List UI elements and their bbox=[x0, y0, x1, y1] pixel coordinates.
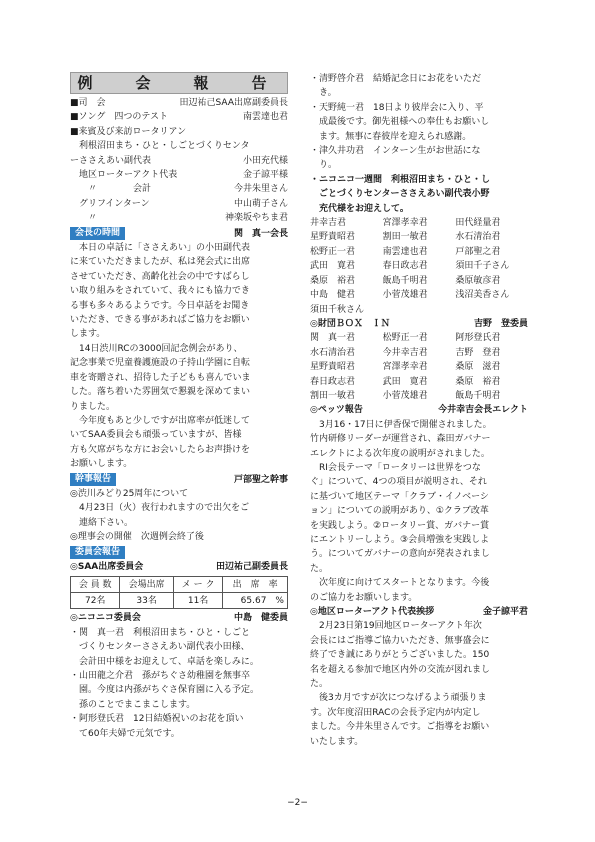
intro-row bbox=[70, 197, 288, 211]
rotaract-text-line: 会長にはご指導ご協力いただき、無事盛会に bbox=[310, 635, 490, 646]
pet-reporter: 今井幸吉会長エレクト bbox=[438, 405, 528, 416]
saa-subheader bbox=[70, 560, 288, 574]
president-text-line: 方も欠席がちな方にお会いしたらお声掛けを bbox=[70, 444, 251, 455]
niko-text-line: り。 bbox=[310, 160, 338, 171]
member-name: 中島 健君 bbox=[310, 290, 356, 301]
president-text-line: いてSAA委員会も頑張っていますが、皆様 bbox=[70, 430, 242, 441]
member-name: 吉野 登君 bbox=[455, 347, 501, 358]
pet-text-line: のご協力をお願いします。 bbox=[310, 592, 418, 603]
intro-row bbox=[70, 110, 288, 124]
president-text-line: 今年度もあと少しですが出席率が低迷して bbox=[70, 415, 251, 426]
secretary-text-line: ◎理事会の開催 次週例会終了後 bbox=[70, 532, 204, 543]
president-text-line: 記念事業で児童養護施設の子持山学園に自転 bbox=[70, 358, 251, 369]
rotaract-text-line: 終了でき誠にありがとうございました。150 bbox=[310, 650, 490, 661]
niko-week-line: ・ニコニコ一週間 利根沼田まち・ひと・し bbox=[310, 174, 491, 185]
intro-row bbox=[70, 154, 288, 168]
pet-text-line: う。についてガバナーの意向が発表されまし bbox=[310, 549, 490, 560]
pet-subheader bbox=[310, 403, 528, 417]
pet-text-line: ョン」についての説明があり、①クラブ改革 bbox=[310, 506, 489, 517]
intro-row bbox=[70, 211, 288, 225]
niko-text-line: き。 bbox=[310, 88, 337, 99]
member-name: 桑原敏彦君 bbox=[455, 275, 501, 286]
niko-text-line: 会計田中様をお迎えして、卓話を楽しみに。 bbox=[70, 656, 259, 667]
intro-value: 小田充代様 bbox=[242, 155, 288, 166]
pet-text-line: 竹内研修リーダーが運営され、森田ガバナー bbox=[310, 434, 491, 445]
value-cell: 72名 bbox=[71, 593, 120, 609]
president-text-line: りました。 bbox=[70, 401, 116, 412]
niko-text-line: ・天野純一君 18日より彼岸会に入り、平 bbox=[310, 102, 484, 113]
president-text-line: いただき、できる事があればご協力をお願い bbox=[70, 315, 250, 326]
attendance-header-row bbox=[71, 577, 288, 593]
niko-text-line: 孫のことでまこまこします。 bbox=[70, 699, 196, 710]
section-label: 幹事報告 bbox=[70, 473, 116, 486]
niko-text-line: 成最後です。御先祖様への奉仕もお願いし bbox=[310, 117, 490, 128]
value-cell: 11名 bbox=[173, 593, 222, 609]
niko-text-line: ・関 真一君 利根沼田まち・ひと・しごと bbox=[70, 627, 251, 638]
niko-subheader bbox=[70, 611, 288, 625]
member-name: 春日政志君 bbox=[382, 261, 428, 272]
pet-text-line: RI会長テーマ「ロータリーは世界をつな bbox=[310, 462, 481, 473]
box-subheader bbox=[310, 317, 528, 331]
member-name: 宮澤孝幸君 bbox=[382, 362, 428, 373]
niko-week-line: 充代様をお迎えして。 bbox=[310, 203, 409, 214]
niko-text-line: づくりセンターささえあい副代表小田様、 bbox=[70, 642, 250, 653]
member-name: 宮澤孝幸君 bbox=[382, 218, 428, 229]
intro-label: 利根沼田まち・ひと・しごとづくりセンタ bbox=[70, 141, 250, 152]
president-text-line: お願いします。 bbox=[70, 459, 133, 470]
value-cell: 33名 bbox=[120, 593, 173, 609]
member-name: 桑原 滋君 bbox=[455, 362, 501, 373]
member-name: 水石清治君 bbox=[455, 232, 501, 243]
rotaract-text-line: 2月23日第19回地区ローターアクト年次 bbox=[310, 621, 482, 632]
intro-block bbox=[70, 96, 288, 226]
member-name: 小菅茂雄君 bbox=[382, 390, 428, 401]
attendance-value-row bbox=[71, 593, 288, 609]
section-label: 委員会報告 bbox=[70, 546, 125, 559]
pet-text-line: ぐ」について、4つの項目が説明され、それ bbox=[310, 477, 487, 488]
president-text-line: る事も多々あるようです。今日卓話をお聞き bbox=[70, 300, 250, 311]
intro-row bbox=[70, 96, 288, 110]
member-name bbox=[455, 303, 528, 317]
niko-reporter: 中島 健委員 bbox=[233, 613, 288, 624]
intro-value: 南雲達也君 bbox=[242, 112, 288, 123]
rotaract-body bbox=[310, 619, 528, 749]
intro-value: 田辺祐己SAA出席副委員長 bbox=[179, 98, 288, 108]
member-name: 飯島千明君 bbox=[455, 390, 501, 401]
member-name: 関 真一君 bbox=[310, 333, 356, 344]
header-cell: 出 席 率 bbox=[223, 577, 288, 593]
value-cell: 65.67 % bbox=[223, 593, 288, 609]
president-text-line: した。落ち着いた雰囲気で懇親を深めてまい bbox=[70, 387, 251, 398]
secretary-text-line: 連絡下さい。 bbox=[70, 517, 134, 528]
intro-row bbox=[70, 168, 288, 182]
niko-week-names bbox=[310, 216, 528, 317]
pet-body bbox=[310, 418, 528, 605]
intro-value: 神楽坂やちま君 bbox=[224, 213, 288, 224]
member-name: 須田千秋さん bbox=[310, 304, 365, 315]
header-cell: 会場出席 bbox=[120, 577, 173, 593]
member-name: 松野正一君 bbox=[382, 333, 428, 344]
intro-value: 中山萌子さん bbox=[233, 198, 288, 209]
niko-text-line: ます。無事に春彼岸を迎えられ感謝。 bbox=[310, 131, 472, 142]
member-name: 武田 寛君 bbox=[310, 261, 356, 272]
intro-label: ■来賓及び来訪ロータリアン bbox=[70, 126, 187, 137]
pet-text-line: た。 bbox=[310, 563, 329, 574]
box-names bbox=[310, 331, 528, 403]
niko-title: ◎ニコニコ委員会 bbox=[70, 613, 141, 624]
member-name bbox=[383, 303, 456, 317]
secretary-text-line: 4月23日（火）夜行われますので出欠をご bbox=[70, 503, 250, 514]
rotaract-text-line: 名を超える参加で地区内外の交流が図れまし bbox=[310, 664, 491, 675]
box-reporter: 吉野 登委員 bbox=[473, 318, 528, 329]
member-name: 武田 寛君 bbox=[382, 376, 428, 387]
intro-label: ■ソング 四つのテスト bbox=[70, 112, 168, 123]
niko-text-line: 園。今度は内孫がちぐさ保育園に入る予定。 bbox=[70, 685, 260, 696]
member-name: 春日政志君 bbox=[310, 376, 356, 387]
intro-label: 〃 bbox=[70, 213, 98, 224]
secretary-text-line: ◎渋川みどり25周年について bbox=[70, 488, 189, 499]
left-column bbox=[70, 72, 288, 741]
member-name: 松野正一君 bbox=[310, 246, 356, 257]
member-name: 割田一敏君 bbox=[382, 232, 428, 243]
president-text-line: に来ていただきましたが、私は発会式に出席 bbox=[70, 257, 251, 268]
niko-continued bbox=[310, 72, 528, 173]
intro-row bbox=[70, 125, 288, 139]
member-name: 南雲達也君 bbox=[382, 246, 428, 257]
rotaract-title: ◎地区ローターアクト代表挨拶 bbox=[310, 607, 435, 618]
intro-value: 金子諒平様 bbox=[242, 170, 288, 181]
intro-value: 今井朱里さん bbox=[233, 184, 288, 195]
rotaract-text-line: た。 bbox=[310, 679, 329, 690]
rotaract-text-line: ました。今井朱里さんです。ご指導をお願い bbox=[310, 722, 490, 733]
pet-text-line: エレクトによる次年度の説明がされました。 bbox=[310, 448, 490, 459]
member-name: 阿形登氏君 bbox=[455, 333, 501, 344]
rotaract-text-line: す。次年度沼田RACの会長予定内が内定し bbox=[310, 707, 481, 718]
president-text-line: い取り組みをされていて、我々にも協力でき bbox=[70, 286, 250, 297]
pet-text-line: を実践しよう。②ロータリー賞、ガバナー賞 bbox=[310, 520, 490, 531]
member-name: 小菅茂雄君 bbox=[382, 290, 428, 301]
member-name: 星野貴昭君 bbox=[310, 232, 356, 243]
president-body bbox=[70, 241, 288, 472]
secretary-section-header bbox=[70, 473, 288, 487]
member-name: 桑原 裕君 bbox=[455, 376, 501, 387]
intro-row bbox=[70, 139, 288, 153]
box-title: ◎財団ＢＯＸ ＩＮ bbox=[310, 318, 390, 329]
niko-text-line: て60年夫婦で元気です。 bbox=[70, 728, 180, 739]
member-name: 浅沼美香さん bbox=[455, 290, 510, 301]
pet-text-line: 3月16・17日に伊香保で開催されました。 bbox=[310, 419, 492, 430]
right-column bbox=[310, 72, 528, 749]
niko-body bbox=[70, 626, 288, 741]
member-name: 水石清治君 bbox=[310, 347, 356, 358]
attendance-table bbox=[70, 576, 288, 609]
intro-label: グリフインターン bbox=[70, 198, 150, 209]
niko-text-line: ・山田龍之介君 孫がちぐさ幼稚園を無事卒 bbox=[70, 670, 251, 681]
niko-text-line: ・阿形登氏君 12日結婚祝いのお花を頂い bbox=[70, 714, 244, 725]
president-text-line: 車を寄贈され、招待した子どもも喜んでいま bbox=[70, 372, 251, 383]
niko-text-line: ・清野啓介君 結婚記念日にお花をいただ bbox=[310, 74, 482, 84]
president-section-header bbox=[70, 227, 288, 241]
member-name: 桑原 裕君 bbox=[310, 275, 356, 286]
header-cell: 会 員 数 bbox=[71, 577, 120, 593]
rotaract-subheader bbox=[310, 605, 528, 619]
saa-title: ◎SAA出席委員会 bbox=[70, 561, 144, 572]
member-name: 星野貴昭君 bbox=[310, 362, 356, 373]
member-name: 田代経量君 bbox=[455, 218, 501, 229]
president-text-line: 本日の卓話に「ささえあい」の小田副代表 bbox=[70, 243, 251, 254]
committee-section-header bbox=[70, 546, 288, 560]
pet-text-line: にエントリーしよう。③会員増強を実践しよ bbox=[310, 535, 490, 545]
intro-label: 地区ローターアクト代表 bbox=[70, 170, 178, 181]
niko-week-heading bbox=[310, 173, 528, 216]
section-reporter: 関 真一会長 bbox=[233, 228, 288, 239]
member-name: 須田千子さん bbox=[455, 261, 510, 272]
pet-text-line: 次年度に向けてスタートとなります。今後 bbox=[310, 578, 490, 589]
pet-text-line: に基づいて地区テーマ「クラブ・イノベーシ bbox=[310, 491, 489, 502]
rotaract-text-line: いたします。 bbox=[310, 736, 364, 747]
saa-reporter: 田辺祐己副委員長 bbox=[215, 561, 288, 572]
intro-label: ーささえあい副代表 bbox=[70, 155, 152, 166]
niko-text-line: ・津久井功君 インターン生がお世話にな bbox=[310, 146, 481, 157]
intro-label: 〃 会計 bbox=[70, 184, 152, 195]
member-name: 井幸吉君 bbox=[310, 218, 347, 229]
rotaract-text-line: 後3カ月ですが次につなげるよう頑張りま bbox=[310, 693, 487, 704]
president-text-line: します。 bbox=[70, 329, 106, 340]
rotaract-reporter: 金子諒平君 bbox=[482, 607, 528, 618]
member-name: 割田一敏君 bbox=[310, 390, 356, 401]
secretary-body bbox=[70, 487, 288, 545]
niko-week-line: ごとづくりセンターささえあい副代表小野 bbox=[310, 189, 490, 200]
header-cell: メ ー ク bbox=[173, 577, 222, 593]
pet-title: ◎ペッツ報告 bbox=[310, 405, 363, 416]
member-name: 今井幸吉君 bbox=[382, 347, 428, 358]
intro-row bbox=[70, 182, 288, 196]
president-text-line: 14日渋川RCの3000回記念例会があり、 bbox=[70, 343, 243, 354]
president-text-line: させていただき、高齢化社会の中ですばらし bbox=[70, 271, 250, 282]
section-label: 会長の時間 bbox=[70, 227, 125, 240]
page-number: −2− bbox=[287, 798, 308, 808]
member-name: 戸部聖之君 bbox=[455, 246, 501, 257]
page-title: 例 会 報 告 bbox=[70, 72, 288, 94]
member-name: 飯島千明君 bbox=[382, 275, 428, 286]
intro-label: ■司 会 bbox=[70, 98, 106, 108]
section-reporter: 戸部聖之幹事 bbox=[233, 474, 288, 485]
